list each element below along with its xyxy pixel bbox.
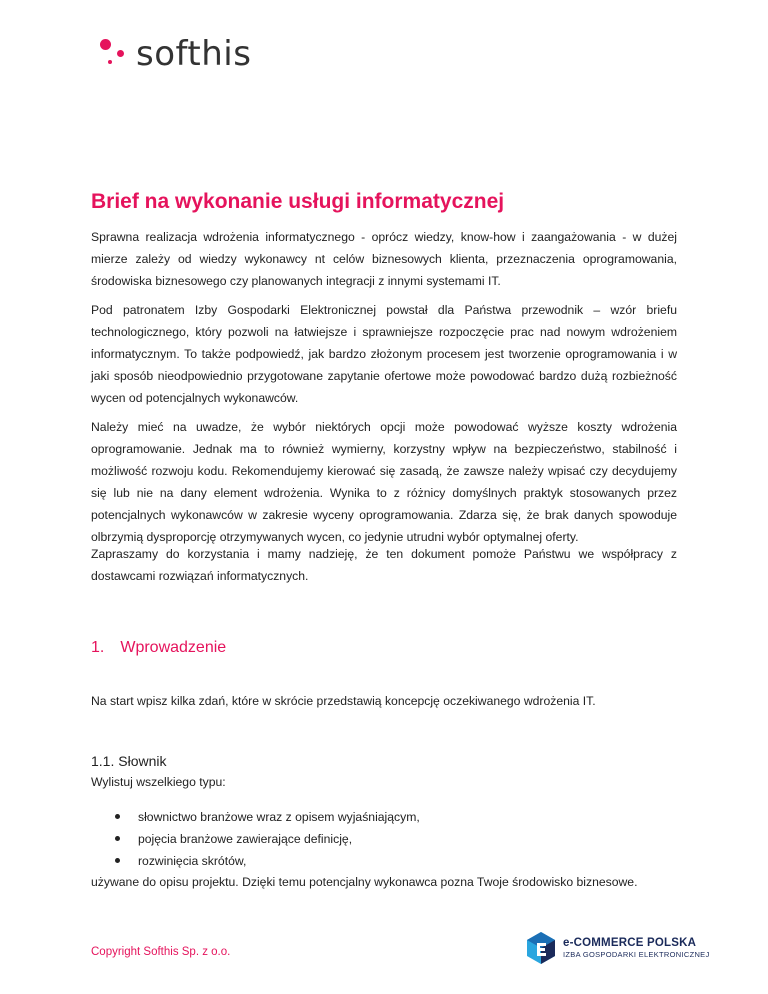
softhis-logo — [98, 36, 251, 72]
list-item: rozwinięcia skrótów, — [91, 850, 420, 872]
logo-dots-icon — [98, 36, 132, 72]
section-heading-wprowadzenie: 1. Wprowadzenie — [91, 639, 227, 656]
list-item: słownictwo branżowe wraz z opisem wyjaśniającym, — [91, 806, 420, 828]
list-item: pojęcia branżowe zawierające definicję, — [91, 828, 420, 850]
subsection-heading-slownik: 1.1. Słownik — [91, 753, 167, 769]
partner-title: e-COMMERCE POLSKA — [563, 937, 697, 949]
intro-paragraph-1: Sprawna realizacja wdrożenia informatycznego - oprócz wiedzy, know-how i zaangażowania - w dużej mierze zależy od wiedzy wykonawcy nt celów biznesowych klienta, przeznaczenia oprogramowania, środowiska biznesowego czy planowanych integracji z innymi systemami IT. — [91, 230, 677, 288]
glossary-list — [91, 806, 420, 872]
ecommerce-polska-logo — [525, 931, 710, 965]
intro-paragraph-2: Pod patronatem Izby Gospodarki Elektronicznej powstał dla Państwa przewodnik – wzór briefu technologicznego, który pozwoli na łatwiejsze i sprawniejsze rozpoczęcie prac nad nowym wdrożeniem informatycznym. To także podpowiedź, jak bardzo złożonym procesem jest tworzenie oprogramowania i w jaki sposób nieodpowiednio przygotowane zapytanie ofertowe może powodować bardzo dużą rozbieżność wycen od potencjalnych wykonawców. — [91, 303, 677, 405]
ecommerce-polska-icon — [525, 931, 557, 965]
intro-paragraph-3: Należy mieć na uwadze, że wybór niektórych opcji może powodować wyższe koszty wdrożenia oprogramowanie. Jednak ma to również wymierny, korzystny wpływ na bezpieczeństwo, stabilność i możliwość rozwoju kodu. Rekomendujemy kierować się zasadą, że zawsze należy wpisać czy decydujemy się lub nie na dany element wdrożenia. Wynika to z różnicy domyślnych praktyk stosowanych przez potencjalnych wykonawców w zakresie wyceny oprogramowania. Zdarza się, że brak danych spowoduje olbrzymią dysproporcję otrzymywanych wycen, co jedynie utrudni wybór optymalnej oferty. — [91, 420, 677, 544]
subsection-outro: używane do opisu projektu. Dzięki temu potencjalny wykonawca pozna Twoje środowisko biznesowe. — [91, 875, 638, 889]
logo-text: softhis — [136, 34, 252, 74]
section-1-text: Na start wpisz kilka zdań, które w skrócie przedstawią koncepcję oczekiwanego wdrożenia IT. — [91, 694, 596, 708]
footer-copyright: Copyright Softhis Sp. z o.o. — [91, 946, 231, 958]
partner-subtitle: IZBA GOSPODARKI ELEKTRONICZNEJ — [563, 950, 710, 959]
subsection-intro: Wylistuj wszelkiego typu: — [91, 775, 226, 789]
intro-paragraph-4: Zapraszamy do korzystania i mamy nadzieję, że ten dokument pomoże Państwu we współpracy z dostawcami rozwiązań informatycznych. — [91, 547, 677, 583]
document-title: Brief na wykonanie usługi informatycznej — [91, 190, 505, 213]
